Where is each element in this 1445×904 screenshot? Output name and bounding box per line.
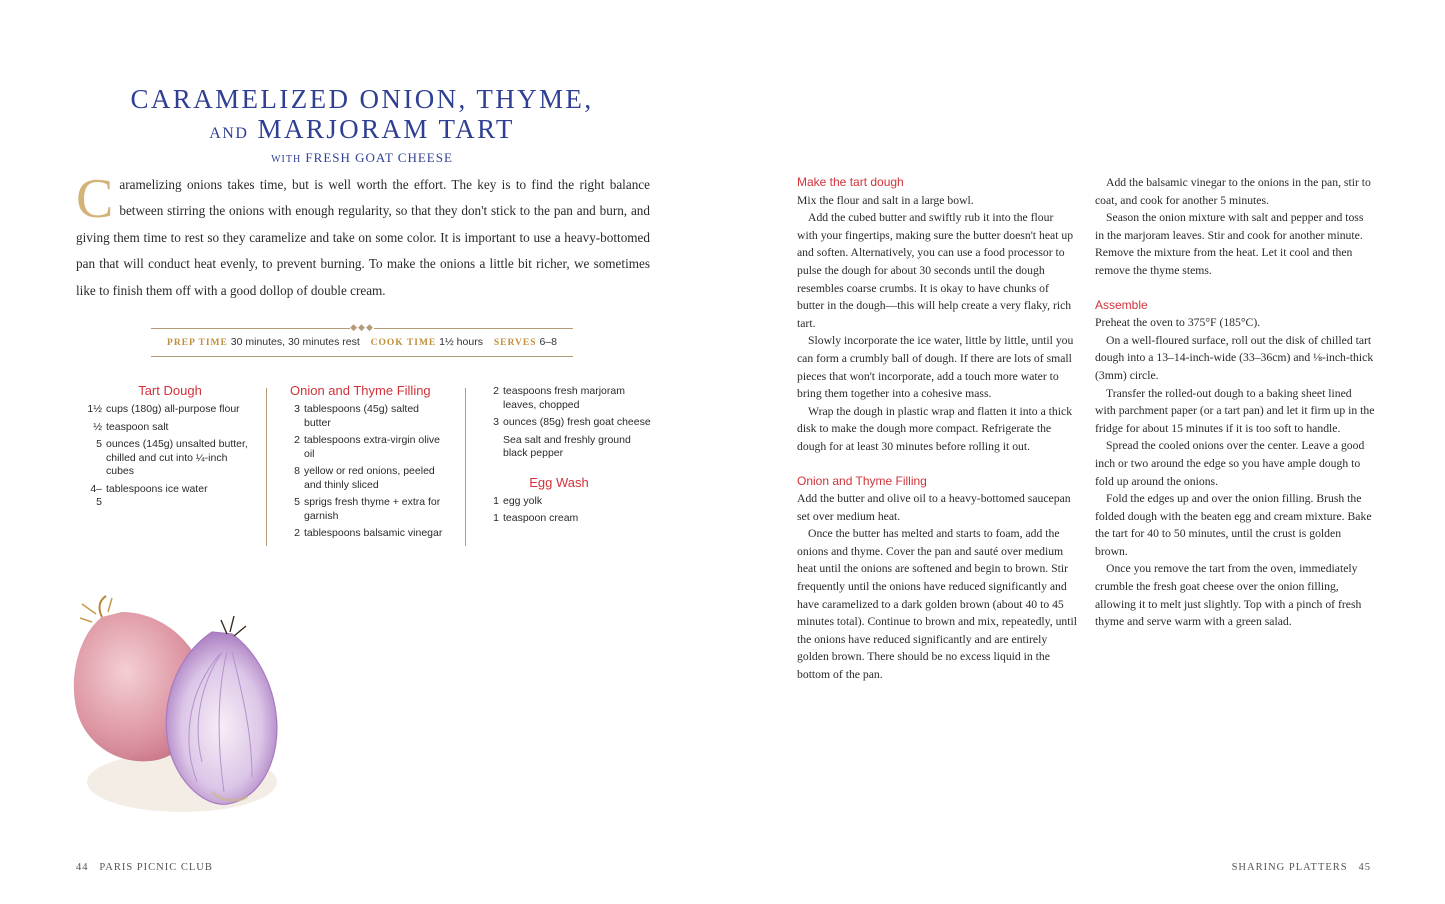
ingredient-qty: 5: [294, 496, 300, 508]
ingredient-qty: 2: [493, 385, 499, 397]
method-column-2: [1095, 174, 1375, 631]
title-line-2-text: MARJORAM TART: [257, 114, 515, 144]
egg-wash-heading: Egg Wash: [529, 474, 589, 490]
ingredient-text: tablespoons extra-virgin olive oil: [304, 434, 440, 460]
ingredient-item: [290, 496, 448, 523]
ingredient-text: tablespoons ice water: [106, 482, 208, 495]
ingredient-qty: 1: [493, 494, 499, 507]
method-paragraph: Add the balsamic vinegar to the onions in the pan, stir to coat, and cook for another 5 minutes.: [1095, 176, 1371, 207]
method-paragraph: Once you remove the tart from the oven, immediately crumble the fresh goat cheese over the onion filling, allowing it to melt just slightly. Top with a pinch of fresh thyme and serve warm with a green salad.: [1095, 562, 1362, 629]
ingredient-item: [290, 465, 448, 492]
ingredients-divider: [465, 388, 466, 546]
subtitle-with: WITH: [271, 154, 302, 165]
serves-value: 6–8: [539, 336, 557, 348]
ingredient-text: sprigs fresh thyme + extra for garnish: [304, 496, 441, 522]
method-paragraph: Once the butter has melted and starts to foam, add the onions and thyme. Cover the pan and sauté over medium heat until the onions are softened and begin to brown. Stir frequently until the onions have reduced significantly and have caramelized to a dark golden brown (about 40 to 45 minutes total). Continue to brown and mix, repeatedly, until the onions have reduced significantly and are entirely golden brown. There should be no excess liquid in the bottom of the pan.: [797, 527, 1078, 682]
ingredient-item: [86, 403, 254, 417]
ingredient-item: [489, 434, 651, 461]
method-paragraph: Fold the edges up and over the onion filling. Brush the folded dough with the beaten egg and cream mixture. Bake the tart for 40 to 50 minutes, until the crust is golden brown.: [1095, 492, 1372, 558]
ingredient-item: [86, 483, 254, 510]
intro-paragraph: [76, 168, 650, 304]
ingredient-text: cups (180g) all-purpose flour: [106, 403, 240, 415]
method-paragraph: Mix the flour and salt in a large bowl.: [797, 193, 974, 207]
cook-time-value: 1½ hours: [439, 336, 483, 348]
ingredient-qty: ½: [93, 420, 102, 433]
ingredient-text: ounces (145g) unsalted butter, chilled and cut into ¼-inch cubes: [106, 438, 248, 477]
ingredient-item: [290, 527, 448, 541]
subtitle-text: FRESH GOAT CHEESE: [305, 150, 453, 165]
recipe-title: [76, 84, 648, 166]
method-paragraph: Wrap the dough in plastic wrap and flatten it into a thick disk to make the dough more compact. Refrigerate the dough for at least 30 minutes before rolling it out.: [797, 404, 1073, 453]
method-paragraph: Slowly incorporate the ice water, little by little, until you can form a crumbly ball of dough. If there are lots of small pieces that won't incorporate, add a touch more water to bring them together into a cohesive mass.: [797, 334, 1074, 401]
method-paragraph: Season the onion mixture with salt and pepper and toss in the marjoram leaves. Stir and cook for another minute. Remove the mixture from the heat. Let it cool and then remove the thyme stems.: [1095, 211, 1364, 277]
prep-time-label: PREP TIME: [167, 338, 228, 348]
ingredients-filling-continued: [489, 385, 651, 530]
method-paragraph: Transfer the rolled-out dough to a baking sheet lined with parchment paper (or a tart pan) and let it firm up in the fridge for about 15 minutes if it is too soft to handle.: [1095, 386, 1375, 435]
footer-left: [76, 862, 213, 873]
ingredient-qty: 2: [294, 527, 300, 539]
ingredient-qty: 3: [493, 416, 499, 428]
book-title: PARIS PICNIC CLUB: [99, 862, 213, 873]
method-paragraph: Preheat the oven to 375°F (185°C).: [1095, 316, 1261, 330]
ingredient-text: tablespoons balsamic vinegar: [304, 527, 443, 539]
ingredient-item: [86, 421, 254, 435]
tart-dough-heading: Tart Dough: [138, 383, 202, 398]
method-paragraph: Add the cubed butter and swiftly rub it into the flour with your fingertips, making sure the butter doesn't heat up and soften. Alternatively, you can use a food processor to pulse the dough for about 30 seconds until the dough resembles coarse crumbs. It is okay to have chunks of butter in the dough—this will help create a very flaky, rich tart.: [797, 211, 1074, 330]
ingredients-filling: [290, 383, 448, 545]
page-number: 45: [1358, 862, 1371, 873]
ingredient-qty: 3: [294, 403, 300, 415]
footer-right: [1232, 862, 1371, 873]
ingredient-item: [489, 512, 651, 526]
method-paragraph: Add the butter and olive oil to a heavy-bottomed saucepan set over medium heat.: [797, 492, 1071, 523]
ingredient-item: [489, 385, 651, 412]
ingredient-qty: 1: [493, 512, 499, 524]
ingredient-item: [86, 438, 254, 479]
ingredient-text: teaspoon salt: [106, 420, 169, 433]
method-paragraph: On a well-floured surface, roll out the disk of chilled tart dough into a 13–14-inch-wide (33–36cm) and ⅛-inch-thick (3mm) circle.: [1095, 333, 1374, 382]
intro-text: aramelizing onions takes time, but is well worth the effort. The key is to find the right balance between stirring the onions with enough regularity, so that they don't stick to the pan and burn, and giving them time to rest so they caramelize and take on some color. It is important to use a heavy-bottomed pan that will conduct heat evenly, to prevent burning. To make the onions a little bit richer, we sometimes like to finish them off with a good dollop of double cream.: [76, 177, 650, 298]
ingredient-qty: 4–5: [90, 482, 102, 508]
prep-time-value: 30 minutes, 30 minutes rest: [230, 336, 360, 348]
section-title: SHARING PLATTERS: [1231, 862, 1348, 873]
left-page: [0, 0, 722, 904]
recipe-info-bar: [151, 336, 573, 348]
ingredient-item: [489, 495, 651, 509]
method-column-1: [797, 174, 1077, 684]
ingredient-text: yellow or red onions, peeled and thinly sliced: [304, 465, 435, 491]
drop-cap: C: [76, 168, 114, 230]
filling-method-heading: Onion and Thyme Filling: [797, 473, 927, 488]
cook-time-label: COOK TIME: [370, 338, 437, 348]
ingredients-divider: [266, 388, 267, 546]
ingredient-text: teaspoons fresh marjoram leaves, chopped: [503, 385, 625, 411]
recipe-subtitle: [76, 150, 648, 166]
info-rule-bottom: [151, 356, 573, 357]
ingredient-qty: [489, 434, 503, 461]
ingredient-text: ounces (85g) fresh goat cheese: [503, 416, 651, 428]
make-dough-heading: Make the tart dough: [797, 175, 904, 189]
ingredient-qty: 8: [294, 465, 300, 477]
ingredient-text: teaspoon cream: [503, 512, 579, 524]
onion-watercolor-icon: [62, 592, 312, 832]
ornament-icon: ◆◆◆: [350, 322, 374, 332]
right-page: [722, 0, 1445, 904]
method-paragraph: Spread the cooled onions over the center. Leave a good inch or two around the edge so you have ample dough to fold up around the onions.: [1095, 439, 1365, 488]
ingredient-text: egg yolk: [503, 494, 543, 507]
ingredient-text: Sea salt and freshly ground black pepper: [503, 433, 631, 459]
title-and: AND: [209, 125, 249, 142]
ingredient-qty: 1½: [87, 403, 102, 415]
ingredient-qty: 2: [294, 434, 300, 446]
serves-label: SERVES: [493, 338, 537, 348]
ingredients-tart-dough: [86, 383, 254, 514]
assemble-heading: Assemble: [1095, 297, 1148, 312]
ingredient-item: [290, 403, 448, 430]
filling-heading: Onion and Thyme Filling: [290, 383, 431, 398]
ingredient-item: [290, 434, 448, 461]
title-line-2: [76, 115, 648, 148]
page-number: 44: [76, 862, 89, 873]
ingredient-text: tablespoons (45g) salted butter: [304, 403, 419, 429]
title-line-1: CARAMELIZED ONION, THYME,: [130, 84, 594, 114]
ingredient-qty: 5: [96, 438, 102, 450]
ingredient-item: [489, 416, 651, 430]
